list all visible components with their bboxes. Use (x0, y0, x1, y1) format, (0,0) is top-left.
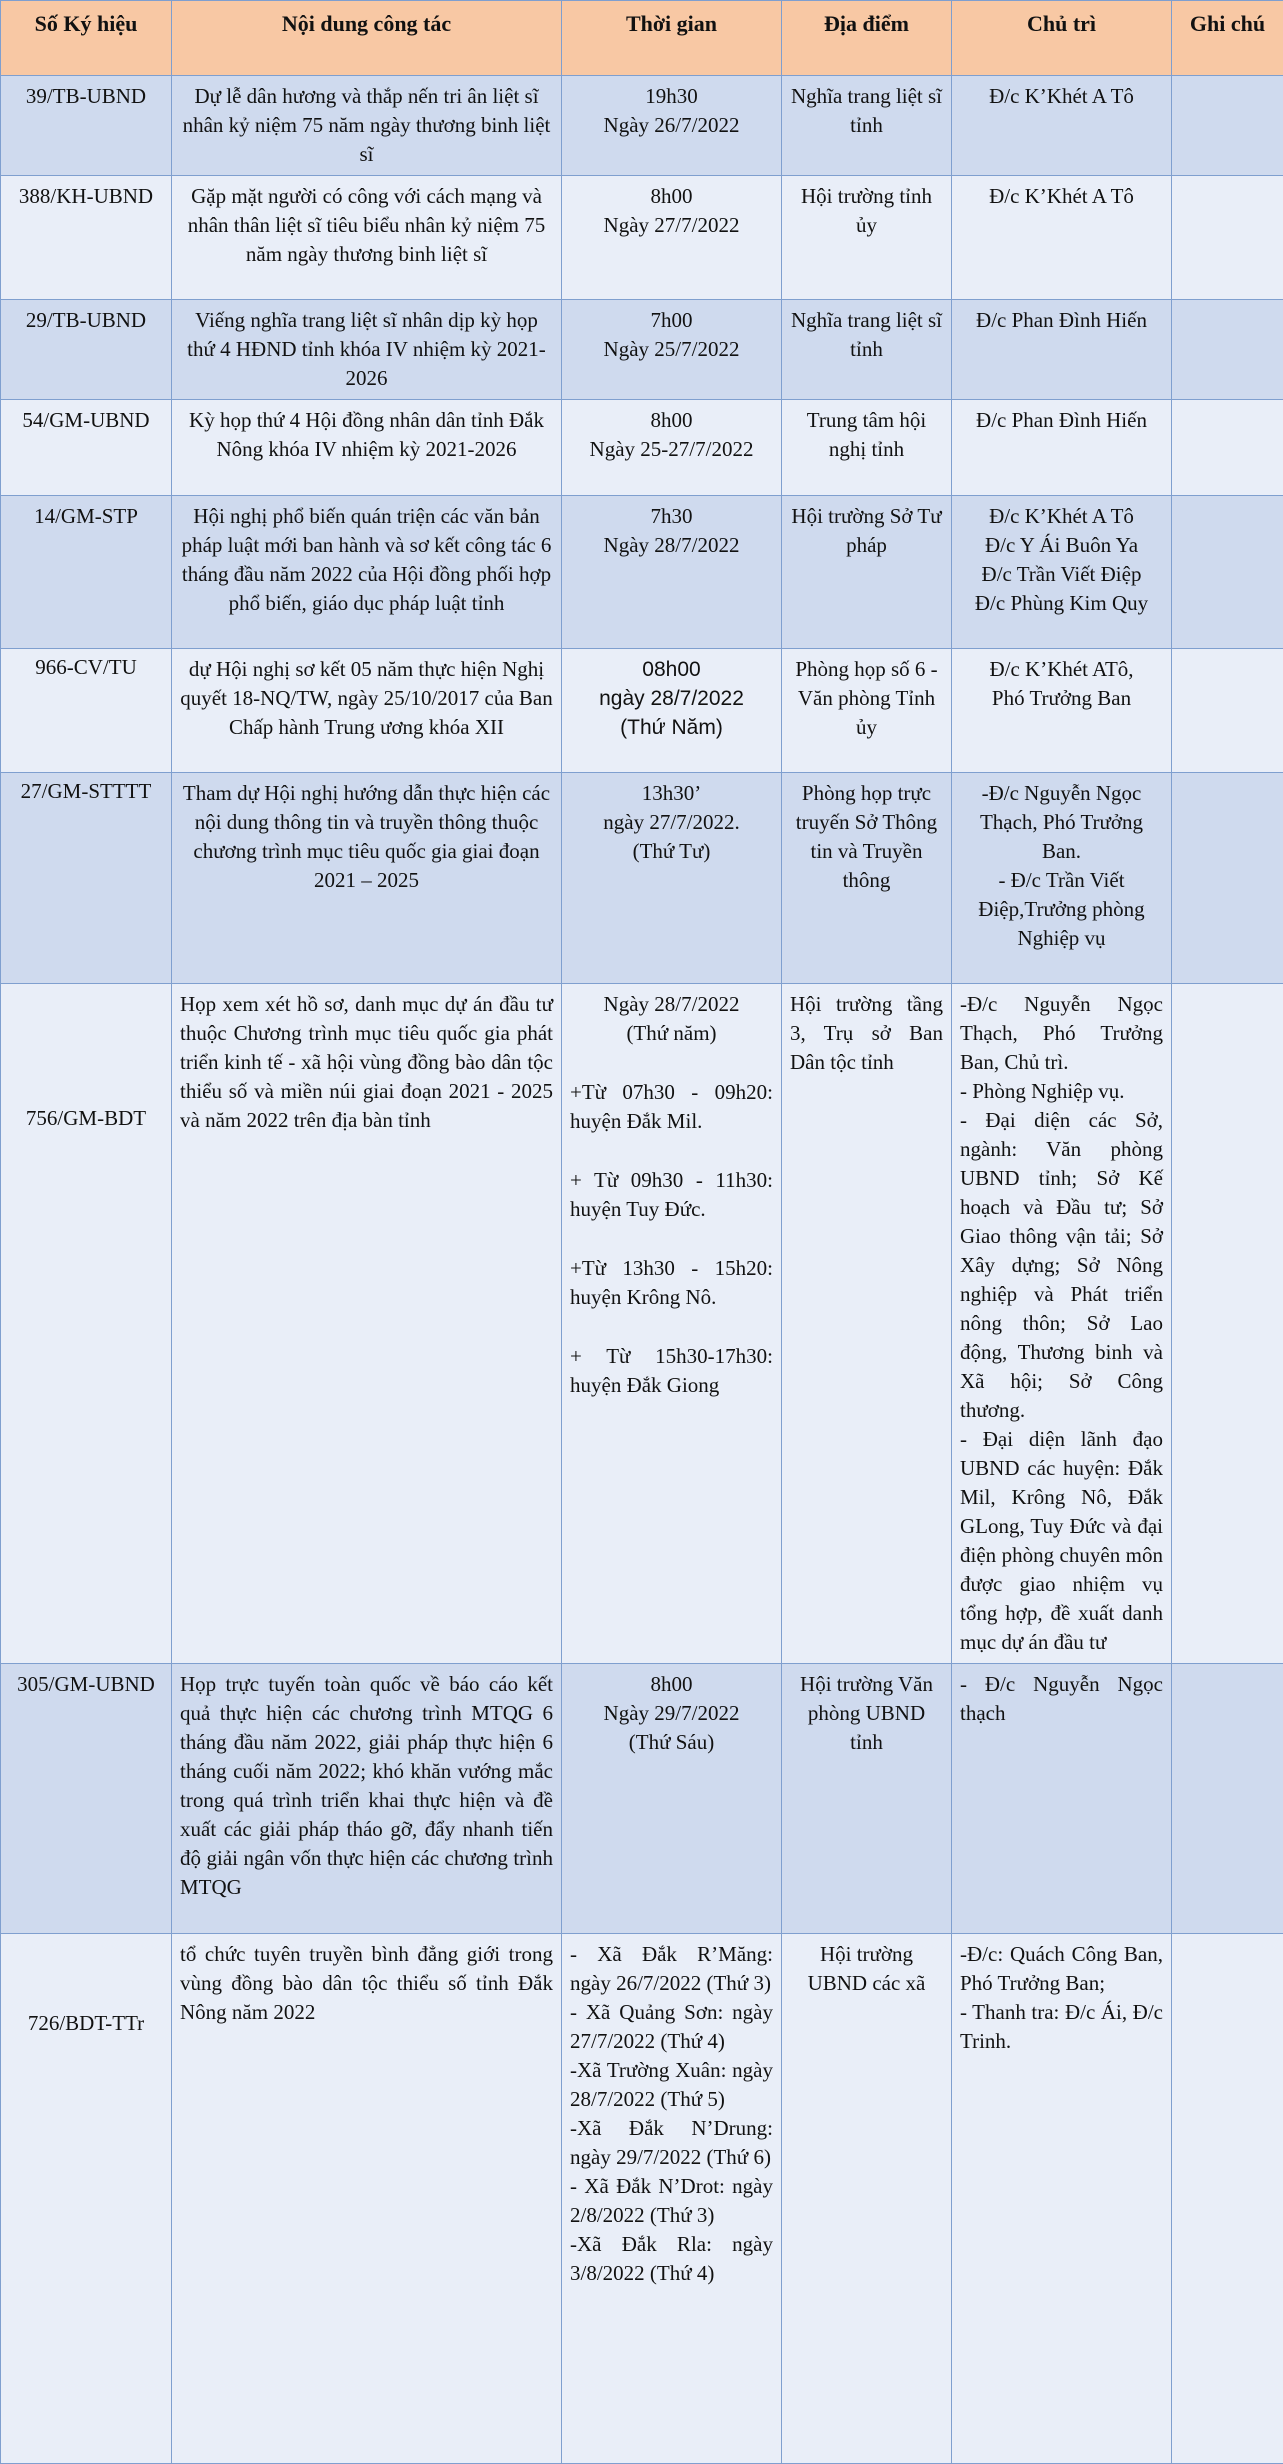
host-line: -Đ/c: Quách Công Ban, Phó Trưởng Ban; (960, 1940, 1163, 1998)
host-line: - Thanh tra: Đ/c Ái, Đ/c Trinh. (960, 1998, 1163, 2056)
host-line: Đ/c Phùng Kim Quy (960, 589, 1163, 618)
row-time (562, 1664, 782, 1934)
row-time (562, 1934, 782, 2464)
row-code: 756/GM-BDT (1, 984, 172, 1664)
time-line: (Thứ Năm) (570, 713, 773, 742)
time-line: Ngày 25/7/2022 (570, 335, 773, 364)
host-line: Đ/c Phan Đình Hiến (960, 406, 1163, 435)
row-place: Trung tâm hội nghị tỉnh (782, 400, 952, 496)
time-line: 08h00 (570, 655, 773, 684)
row-place: Nghĩa trang liệt sĩ tỉnh (782, 76, 952, 176)
row-time (562, 649, 782, 773)
row-host (952, 400, 1172, 496)
row-note (1172, 649, 1283, 773)
time-line: (Thứ năm) (570, 1019, 773, 1048)
host-line: Đ/c K’Khét ATô, (960, 655, 1163, 684)
row-content: Hội nghị phổ biến quán triện các văn bản pháp luật mới ban hành và sơ kết công tác 6 tháng đầu năm 2022 của Hội đồng phối hợp phổ biến, giáo dục pháp luật tỉnh (172, 496, 562, 649)
host-line: - Phòng Nghiệp vụ. (960, 1077, 1163, 1106)
row-content: Kỳ họp thứ 4 Hội đồng nhân dân tỉnh Đắk Nông khóa IV nhiệm kỳ 2021-2026 (172, 400, 562, 496)
row-place: Phòng họp trực truyến Sở Thông tin và Truyền thông (782, 773, 952, 984)
time-line: (Thứ Sáu) (570, 1728, 773, 1757)
row-place: Hội trường tỉnh ủy (782, 176, 952, 300)
header-note: Ghi chú (1172, 1, 1283, 76)
row-note (1172, 176, 1283, 300)
time-slot: + Từ 09h30 - 11h30: huyện Tuy Đức. (570, 1166, 773, 1224)
row-host (952, 1934, 1172, 2464)
row-host (952, 649, 1172, 773)
row-host (952, 496, 1172, 649)
spacer (570, 1136, 773, 1166)
row-note (1172, 400, 1283, 496)
spacer (570, 1312, 773, 1342)
row-host (952, 984, 1172, 1664)
host-line: Đ/c K’Khét A Tô (960, 502, 1163, 531)
row-host (952, 300, 1172, 400)
time-line: - Xã Đắk R’Măng: ngày 26/7/2022 (Thứ 3) (570, 1940, 773, 1998)
row-note (1172, 1664, 1283, 1934)
row-time (562, 400, 782, 496)
row-host (952, 176, 1172, 300)
time-line: 7h30 (570, 502, 773, 531)
table-row (1, 76, 1283, 176)
row-content: Họp trực tuyến toàn quốc về báo cáo kết quả thực hiện các chương trình MTQG 6 tháng đầu năm 2022, giải pháp thực hiện 6 tháng cuối năm 2022; khó khăn vướng mắc trong quá trình triển khai thực hiện và đề xuất các giải pháp tháo gỡ, đẩy nhanh tiến độ giải ngân vốn thực hiện các chương trình MTQG (172, 1664, 562, 1934)
table-row (1, 176, 1283, 300)
time-line: ngày 27/7/2022. (570, 808, 773, 837)
row-code: 966-CV/TU (1, 649, 172, 773)
host-line: Đ/c K’Khét A Tô (960, 182, 1163, 211)
table-row (1, 773, 1283, 984)
time-line: (Thứ Tư) (570, 837, 773, 866)
row-time (562, 496, 782, 649)
host-line: Phó Trưởng Ban (960, 684, 1163, 713)
header-place: Địa điểm (782, 1, 952, 76)
row-host (952, 76, 1172, 176)
host-line: Đ/c Phan Đình Hiến (960, 306, 1163, 335)
row-note (1172, 496, 1283, 649)
row-time (562, 176, 782, 300)
row-time (562, 773, 782, 984)
host-line: - Đại diện các Sở, ngành: Văn phòng UBND tỉnh; Sở Kế hoạch và Đầu tư; Sở Giao thông vận tải; Sở Xây dựng; Sở Nông nghiệp và Phát triển nông thôn; Sở Lao động, Thương binh và Xã hội; Sở Công thương. (960, 1106, 1163, 1425)
row-place: Phòng họp số 6 - Văn phòng Tỉnh ủy (782, 649, 952, 773)
row-note (1172, 76, 1283, 176)
row-host (952, 1664, 1172, 1934)
table-row (1, 649, 1283, 773)
row-content: tổ chức tuyên truyền bình đẳng giới trong vùng đồng bào dân tộc thiểu số tỉnh Đắk Nông năm 2022 (172, 1934, 562, 2464)
time-line: Ngày 29/7/2022 (570, 1699, 773, 1728)
row-time (562, 300, 782, 400)
header-time: Thời gian (562, 1, 782, 76)
time-line: 7h00 (570, 306, 773, 335)
table-row (1, 1934, 1283, 2464)
time-line: 8h00 (570, 1670, 773, 1699)
host-line: - Đại diện lãnh đạo UBND các huyện: Đắk Mil, Krông Nô, Đắk GLong, Tuy Đức và đại điện phòng chuyên môn được giao nhiệm vụ tổng hợp, đề xuất danh mục dự án đầu tư (960, 1425, 1163, 1657)
table-row (1, 300, 1283, 400)
header-content: Nội dung công tác (172, 1, 562, 76)
time-line: ngày 28/7/2022 (570, 684, 773, 713)
time-line: -Xã Trường Xuân: ngày 28/7/2022 (Thứ 5) (570, 2056, 773, 2114)
row-note (1172, 984, 1283, 1664)
table-row (1, 400, 1283, 496)
row-code: 39/TB-UBND (1, 76, 172, 176)
table-row (1, 1664, 1283, 1934)
row-content: Tham dự Hội nghị hướng dẫn thực hiện các nội dung thông tin và truyền thông thuộc chương trình mục tiêu quốc gia giai đoạn 2021 – 2025 (172, 773, 562, 984)
row-note (1172, 1934, 1283, 2464)
row-place: Hội trường UBND các xã (782, 1934, 952, 2464)
header-host: Chủ trì (952, 1, 1172, 76)
host-line: Đ/c K’Khét A Tô (960, 82, 1163, 111)
row-code: 14/GM-STP (1, 496, 172, 649)
time-line: Ngày 26/7/2022 (570, 111, 773, 140)
row-code: 726/BDT-TTr (1, 1934, 172, 2464)
time-line: -Xã Đắk Rla: ngày 3/8/2022 (Thứ 4) (570, 2230, 773, 2288)
table-row (1, 984, 1283, 1664)
host-line: Đ/c Trần Viết Điệp (960, 560, 1163, 589)
time-line: Ngày 27/7/2022 (570, 211, 773, 240)
time-line: - Xã Quảng Sơn: ngày 27/7/2022 (Thứ 4) (570, 1998, 773, 2056)
row-code: 27/GM-STTTT (1, 773, 172, 984)
row-content: dự Hội nghị sơ kết 05 năm thực hiện Nghị quyết 18-NQ/TW, ngày 25/10/2017 của Ban Chấp hành Trung ương khóa XII (172, 649, 562, 773)
time-slot: +Từ 13h30 - 15h20: huyện Krông Nô. (570, 1254, 773, 1312)
host-line: - Đ/c Trần Viết Điệp,Trưởng phòng Nghiệp vụ (960, 866, 1163, 953)
header-row (1, 1, 1283, 76)
host-line: -Đ/c Nguyễn Ngọc Thạch, Phó Trưởng Ban. (960, 779, 1163, 866)
host-line: - Đ/c Nguyễn Ngọc thạch (960, 1670, 1163, 1728)
row-note (1172, 773, 1283, 984)
row-content: Gặp mặt người có công với cách mạng và nhân thân liệt sĩ tiêu biểu nhân kỷ niệm 75 năm ngày thương binh liệt sĩ (172, 176, 562, 300)
row-code: 54/GM-UBND (1, 400, 172, 496)
row-content: Dự lễ dân hương và thắp nến tri ân liệt sĩ nhân kỷ niệm 75 năm ngày thương binh liệt sĩ (172, 76, 562, 176)
row-content: Họp xem xét hồ sơ, danh mục dự án đầu tư thuộc Chương trình mục tiêu quốc gia phát triển kinh tế - xã hội vùng đồng bào dân tộc thiểu số và miền núi giai đoạn 2021 - 2025 và năm 2022 trên địa bàn tỉnh (172, 984, 562, 1664)
row-code: 388/KH-UBND (1, 176, 172, 300)
row-place: Hội trường Văn phòng UBND tỉnh (782, 1664, 952, 1934)
spacer (570, 1224, 773, 1254)
time-slot: + Từ 15h30-17h30: huyện Đắk Giong (570, 1342, 773, 1400)
host-line: -Đ/c Nguyễn Ngọc Thạch, Phó Trưởng Ban, Chủ trì. (960, 990, 1163, 1077)
time-line: 8h00 (570, 406, 773, 435)
row-time (562, 984, 782, 1664)
time-line: - Xã Đắk N’Drot: ngày 2/8/2022 (Thứ 3) (570, 2172, 773, 2230)
row-time (562, 76, 782, 176)
row-place: Hội trường Sở Tư pháp (782, 496, 952, 649)
row-content: Viếng nghĩa trang liệt sĩ nhân dịp kỳ họp thứ 4 HĐND tỉnh khóa IV nhiệm kỳ 2021-2026 (172, 300, 562, 400)
time-line: 19h30 (570, 82, 773, 111)
time-line: -Xã Đắk N’Drung: ngày 29/7/2022 (Thứ 6) (570, 2114, 773, 2172)
row-place: Nghĩa trang liệt sĩ tỉnh (782, 300, 952, 400)
host-line: Đ/c Y Ái Buôn Ya (960, 531, 1163, 560)
time-line: 8h00 (570, 182, 773, 211)
header-code: Số Ký hiệu (1, 1, 172, 76)
time-line: Ngày 25-27/7/2022 (570, 435, 773, 464)
row-host (952, 773, 1172, 984)
row-code: 29/TB-UBND (1, 300, 172, 400)
table-row (1, 496, 1283, 649)
row-place: Hội trường tầng 3, Trụ sở Ban Dân tộc tỉnh (782, 984, 952, 1664)
time-slot: +Từ 07h30 - 09h20: huyện Đắk Mil. (570, 1078, 773, 1136)
spacer (570, 1048, 773, 1078)
row-code: 305/GM-UBND (1, 1664, 172, 1934)
time-line: Ngày 28/7/2022 (570, 990, 773, 1019)
row-note (1172, 300, 1283, 400)
time-line: 13h30’ (570, 779, 773, 808)
time-line: Ngày 28/7/2022 (570, 531, 773, 560)
